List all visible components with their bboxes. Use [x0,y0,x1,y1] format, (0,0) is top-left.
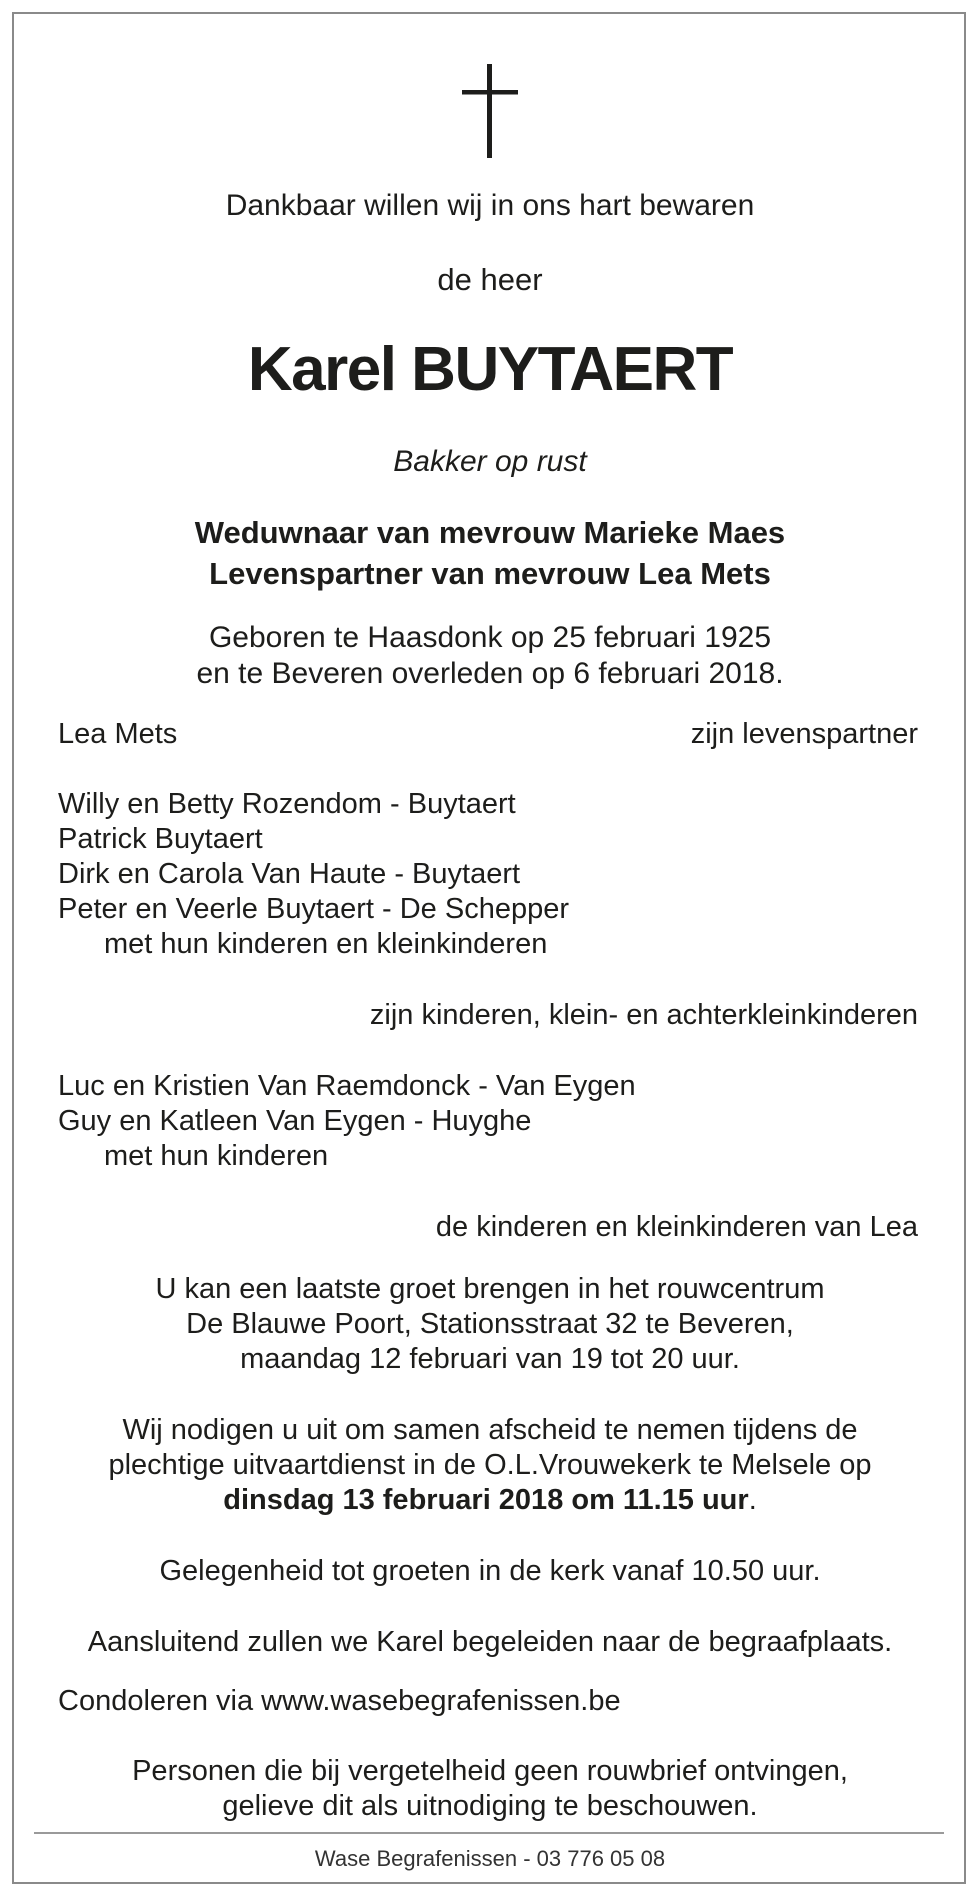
children-role: zijn kinderen, klein- en achterkleinkinderen [369,999,918,1031]
death-line: en te Beveren overleden op 6 februari 2018. [196,657,784,690]
footer-divider [34,1832,944,1834]
visitation-line: U kan een laatste groet brengen in het rouwcentrum [155,1273,825,1305]
child-line: Patrick Buytaert [58,823,263,855]
closing-line: gelieve dit als uitnodiging te beschouwen. [222,1790,758,1822]
relation-partner: Levenspartner van mevrouw Lea Mets [209,556,771,591]
child-line: Dirk en Carola Van Haute - Buytaert [58,858,521,890]
deceased-name: Karel BUYTAERT [247,335,733,404]
occupation: Bakker op rust [393,445,587,478]
latin-cross-icon [0,64,980,160]
greeting-text: Gelegenheid tot groeten in de kerk vanaf 10.50 uur. [159,1555,821,1587]
birth-line: Geboren te Haasdonk op 25 februari 1925 [208,621,772,654]
partner-role: zijn levenspartner [690,718,918,750]
partner-name: Lea Mets [58,718,178,750]
condolences-text: Condoleren via www.wasebegrafenissen.be [58,1685,621,1717]
lea-children-role: de kinderen en kleinkinderen van Lea [435,1211,918,1243]
burial-text: Aansluitend zullen we Karel begeleiden naar de begraafplaats. [87,1626,893,1658]
service-date [0,1483,980,1518]
service-date-bold: dinsdag 13 februari 2018 om 11.15 uur [223,1484,749,1516]
lea-child-line: Luc en Kristien Van Raemdonck - Van Eygen [58,1070,636,1102]
children-note: met hun kinderen en kleinkinderen [104,928,548,960]
child-line: Peter en Veerle Buytaert - De Schepper [58,893,570,925]
service-line: Wij nodigen u uit om samen afscheid te nemen tijdens de [122,1414,858,1446]
service-date-suffix: . [748,1484,757,1516]
visitation-line: maandag 12 februari van 19 tot 20 uur. [240,1343,740,1375]
relation-widower: Weduwnaar van mevrouw Marieke Maes [194,515,786,550]
closing-line: Personen die bij vergetelheid geen rouwbrief ontvingen, [132,1755,848,1787]
child-line: Willy en Betty Rozendom - Buytaert [58,788,516,820]
salutation: de heer [437,262,543,297]
lea-child-line: Guy en Katleen Van Eygen - Huyghe [58,1105,532,1137]
service-line: plechtige uitvaartdienst in de O.L.Vrouwekerk te Melsele op [108,1449,872,1481]
footer-text: Wase Begrafenissen - 03 776 05 08 [314,1846,666,1871]
intro-text: Dankbaar willen wij in ons hart bewaren [225,189,755,222]
lea-children-note: met hun kinderen [104,1140,329,1172]
visitation-line: De Blauwe Poort, Stationsstraat 32 te Beveren, [186,1308,794,1340]
